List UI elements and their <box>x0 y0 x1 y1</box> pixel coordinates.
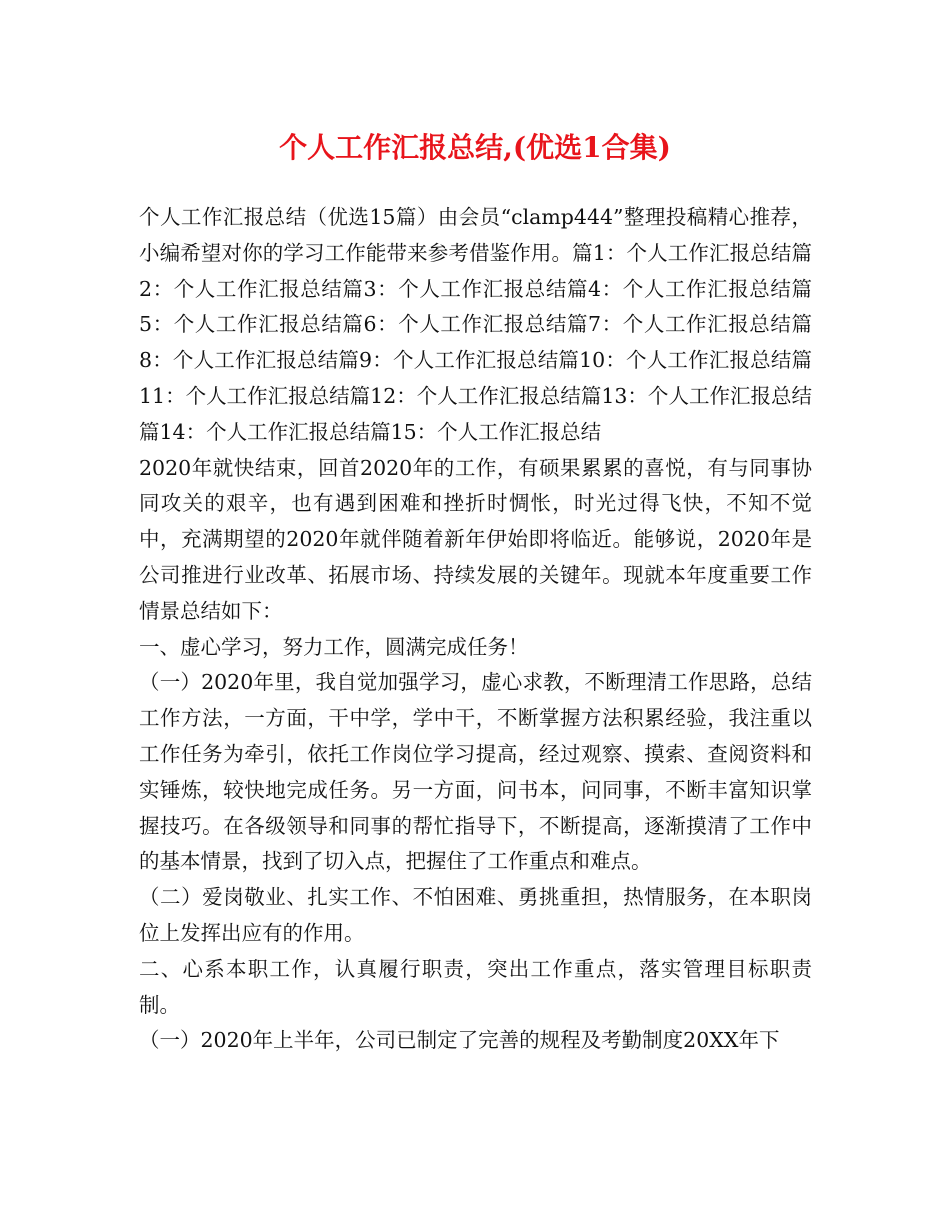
document-title: 个人工作汇报总结,(优选1合集) <box>279 131 671 164</box>
intro-paragraph: 个人工作汇报总结（优选15篇）由会员“clamp444”整理投稿精心推荐，小编希望对你的学习工作能带来参考借鉴作用。篇1：个人工作汇报总结篇2：个人工作汇报总结篇3：个人工作汇报总结篇4：个人工作汇报总结篇5：个人工作汇报总结篇6：个人工作汇报总结篇7：个人工作汇报总结篇8：个人工作汇报总结篇9：个人工作汇报总结篇10：个人工作汇报总结篇11：个人工作汇报总结篇12：个人工作汇报总结篇13：个人工作汇报总结篇14：个人工作汇报总结篇15：个人工作汇报总结 <box>139 205 812 444</box>
section-1-item-1: （一）2020年里，我自觉加强学习，虚心求教，不断理清工作思路，总结工作方法，一方面，干中学，学中干，不断掌握方法积累经验，我注重以工作任务为牵引，依托工作岗位学习提高，经过观察、摸索、查阅资料和实锤炼，较快地完成任务。另一方面，问书本，问同事，不断丰富知识掌握技巧。在各级领导和同事的帮忙指导下，不断提高，逐渐摸清了工作中的基本情景，找到了切入点，把握住了工作重点和难点。 <box>139 670 812 874</box>
section-heading-2: 二、心系本职工作，认真履行职责，突出工作重点，落实管理目标职责制。 <box>139 956 812 1017</box>
document-body <box>139 200 812 1059</box>
section-1-item-2: （二）爱岗敬业、扎实工作、不怕困难、勇挑重担，热情服务，在本职岗位上发挥出应有的作用。 <box>139 885 812 945</box>
section-2-item-1: （一）2020年上半年，公司已制定了完善的规程及考勤制度20XX年下 <box>139 1028 780 1053</box>
overview-paragraph: 2020年就快结束，回首2020年的工作，有硕果累累的喜悦，有与同事协同攻关的艰辛，也有遇到困难和挫折时惆怅，时光过得飞快，不知不觉中，充满期望的2020年就伴随着新年伊始即将临近。能够说，2020年是公司推进行业改革、拓展市场、持续发展的关键年。现就本年度重要工作情景总结如下： <box>139 455 812 623</box>
section-heading-1: 一、虚心学习，努力工作，圆满完成任务！ <box>139 634 529 659</box>
